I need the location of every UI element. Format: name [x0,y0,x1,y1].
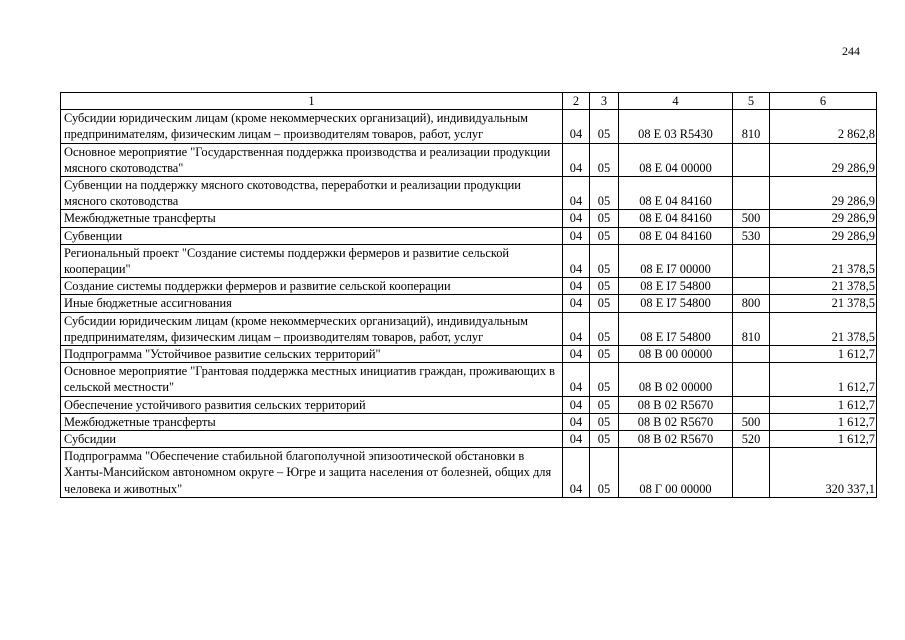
row-subsection-cell: 05 [590,431,619,448]
table-row [61,312,877,345]
table-row [61,110,877,143]
row-subsection-cell: 05 [590,346,619,363]
header-row [61,93,877,110]
row-expense-type-cell [733,448,770,498]
header-col-5: 5 [733,93,770,110]
row-amount-cell: 1 612,7 [770,413,877,430]
row-subsection-cell: 05 [590,278,619,295]
row-subsection-cell: 05 [590,363,619,396]
row-expense-type-cell [733,177,770,210]
row-subsection-cell: 05 [590,244,619,277]
row-amount-cell: 21 378,5 [770,312,877,345]
row-target-article-cell: 08 В 02 00000 [619,363,733,396]
row-amount-cell: 29 286,9 [770,210,877,227]
row-expense-type-cell: 530 [733,227,770,244]
header-col-2: 2 [563,93,590,110]
row-subsection-cell: 05 [590,295,619,312]
row-name-cell: Субсидии юридическим лицам (кроме некоммерческих организаций), индивидуальным предпринимателям, физическим лицам – производителям товаров, работ, услуг [61,110,563,143]
row-subsection-cell: 05 [590,177,619,210]
row-name-cell: Иные бюджетные ассигнования [61,295,563,312]
row-target-article-cell: 08 Е I7 54800 [619,295,733,312]
row-amount-cell: 1 612,7 [770,396,877,413]
row-section-cell: 04 [563,278,590,295]
row-expense-type-cell [733,396,770,413]
row-section-cell: 04 [563,346,590,363]
row-target-article-cell: 08 Е 04 84160 [619,177,733,210]
row-amount-cell: 29 286,9 [770,143,877,176]
row-subsection-cell: 05 [590,396,619,413]
table-row [61,448,877,498]
row-subsection-cell: 05 [590,312,619,345]
row-name-cell: Основное мероприятие "Государственная поддержка производства и реализации продукции мясного скотоводства" [61,143,563,176]
row-section-cell: 04 [563,448,590,498]
table-row [61,210,877,227]
header-col-1: 1 [61,93,563,110]
row-section-cell: 04 [563,312,590,345]
row-section-cell: 04 [563,177,590,210]
row-target-article-cell: 08 В 02 R5670 [619,396,733,413]
row-section-cell: 04 [563,210,590,227]
row-target-article-cell: 08 Е 04 84160 [619,227,733,244]
row-expense-type-cell: 800 [733,295,770,312]
row-target-article-cell: 08 Е I7 54800 [619,312,733,345]
row-name-cell: Обеспечение устойчивого развития сельских территорий [61,396,563,413]
row-target-article-cell: 08 Е 03 R5430 [619,110,733,143]
row-expense-type-cell: 810 [733,110,770,143]
row-target-article-cell: 08 В 00 00000 [619,346,733,363]
row-name-cell: Подпрограмма "Обеспечение стабильной благополучной эпизоотической обстановки в Ханты-Мансийском автономном округе – Югре и защита населения от болезней, общих для человека и животных" [61,448,563,498]
row-amount-cell: 2 862,8 [770,110,877,143]
row-expense-type-cell [733,143,770,176]
row-amount-cell: 29 286,9 [770,227,877,244]
row-name-cell: Субвенции [61,227,563,244]
row-amount-cell: 29 286,9 [770,177,877,210]
row-name-cell: Создание системы поддержки фермеров и развитие сельской кооперации [61,278,563,295]
row-subsection-cell: 05 [590,110,619,143]
row-amount-cell: 1 612,7 [770,431,877,448]
row-name-cell: Межбюджетные трансферты [61,210,563,227]
table-row [61,143,877,176]
row-target-article-cell: 08 Е 04 00000 [619,143,733,176]
row-target-article-cell: 08 В 02 R5670 [619,413,733,430]
row-name-cell: Межбюджетные трансферты [61,413,563,430]
row-name-cell: Региональный проект "Создание системы поддержки фермеров и развитие сельской кооперации" [61,244,563,277]
row-expense-type-cell [733,363,770,396]
row-subsection-cell: 05 [590,413,619,430]
table-row [61,346,877,363]
table-row [61,363,877,396]
row-amount-cell: 21 378,5 [770,295,877,312]
row-name-cell: Субвенции на поддержку мясного скотоводства, переработки и реализации продукции мясного скотоводства [61,177,563,210]
row-target-article-cell: 08 В 02 R5670 [619,431,733,448]
table-row [61,413,877,430]
row-expense-type-cell [733,346,770,363]
row-subsection-cell: 05 [590,210,619,227]
row-subsection-cell: 05 [590,227,619,244]
row-expense-type-cell: 520 [733,431,770,448]
row-section-cell: 04 [563,227,590,244]
table-row [61,396,877,413]
row-target-article-cell: 08 Е 04 84160 [619,210,733,227]
row-amount-cell: 1 612,7 [770,363,877,396]
row-amount-cell: 21 378,5 [770,278,877,295]
row-section-cell: 04 [563,363,590,396]
row-name-cell: Подпрограмма "Устойчивое развитие сельских территорий" [61,346,563,363]
table-row [61,227,877,244]
row-name-cell: Субсидии [61,431,563,448]
row-expense-type-cell [733,244,770,277]
budget-table [60,92,877,498]
row-subsection-cell: 05 [590,143,619,176]
table-body [61,110,877,498]
row-expense-type-cell: 810 [733,312,770,345]
row-section-cell: 04 [563,396,590,413]
row-amount-cell: 1 612,7 [770,346,877,363]
row-expense-type-cell: 500 [733,210,770,227]
row-section-cell: 04 [563,413,590,430]
row-amount-cell: 320 337,1 [770,448,877,498]
table-row [61,295,877,312]
header-col-4: 4 [619,93,733,110]
row-section-cell: 04 [563,143,590,176]
row-target-article-cell: 08 Е I7 54800 [619,278,733,295]
table-row [61,177,877,210]
row-subsection-cell: 05 [590,448,619,498]
table-row [61,244,877,277]
row-target-article-cell: 08 Е I7 00000 [619,244,733,277]
row-section-cell: 04 [563,295,590,312]
row-name-cell: Основное мероприятие "Грантовая поддержка местных инициатив граждан, проживающих в сельской местности" [61,363,563,396]
page-number: 244 [842,44,860,58]
row-section-cell: 04 [563,244,590,277]
header-col-3: 3 [590,93,619,110]
row-target-article-cell: 08 Г 00 00000 [619,448,733,498]
row-name-cell: Субсидии юридическим лицам (кроме некоммерческих организаций), индивидуальным предпринимателям, физическим лицам – производителям товаров, работ, услуг [61,312,563,345]
row-expense-type-cell [733,278,770,295]
row-expense-type-cell: 500 [733,413,770,430]
table-row [61,431,877,448]
row-amount-cell: 21 378,5 [770,244,877,277]
table-row [61,278,877,295]
header-col-6: 6 [770,93,877,110]
row-section-cell: 04 [563,431,590,448]
row-section-cell: 04 [563,110,590,143]
